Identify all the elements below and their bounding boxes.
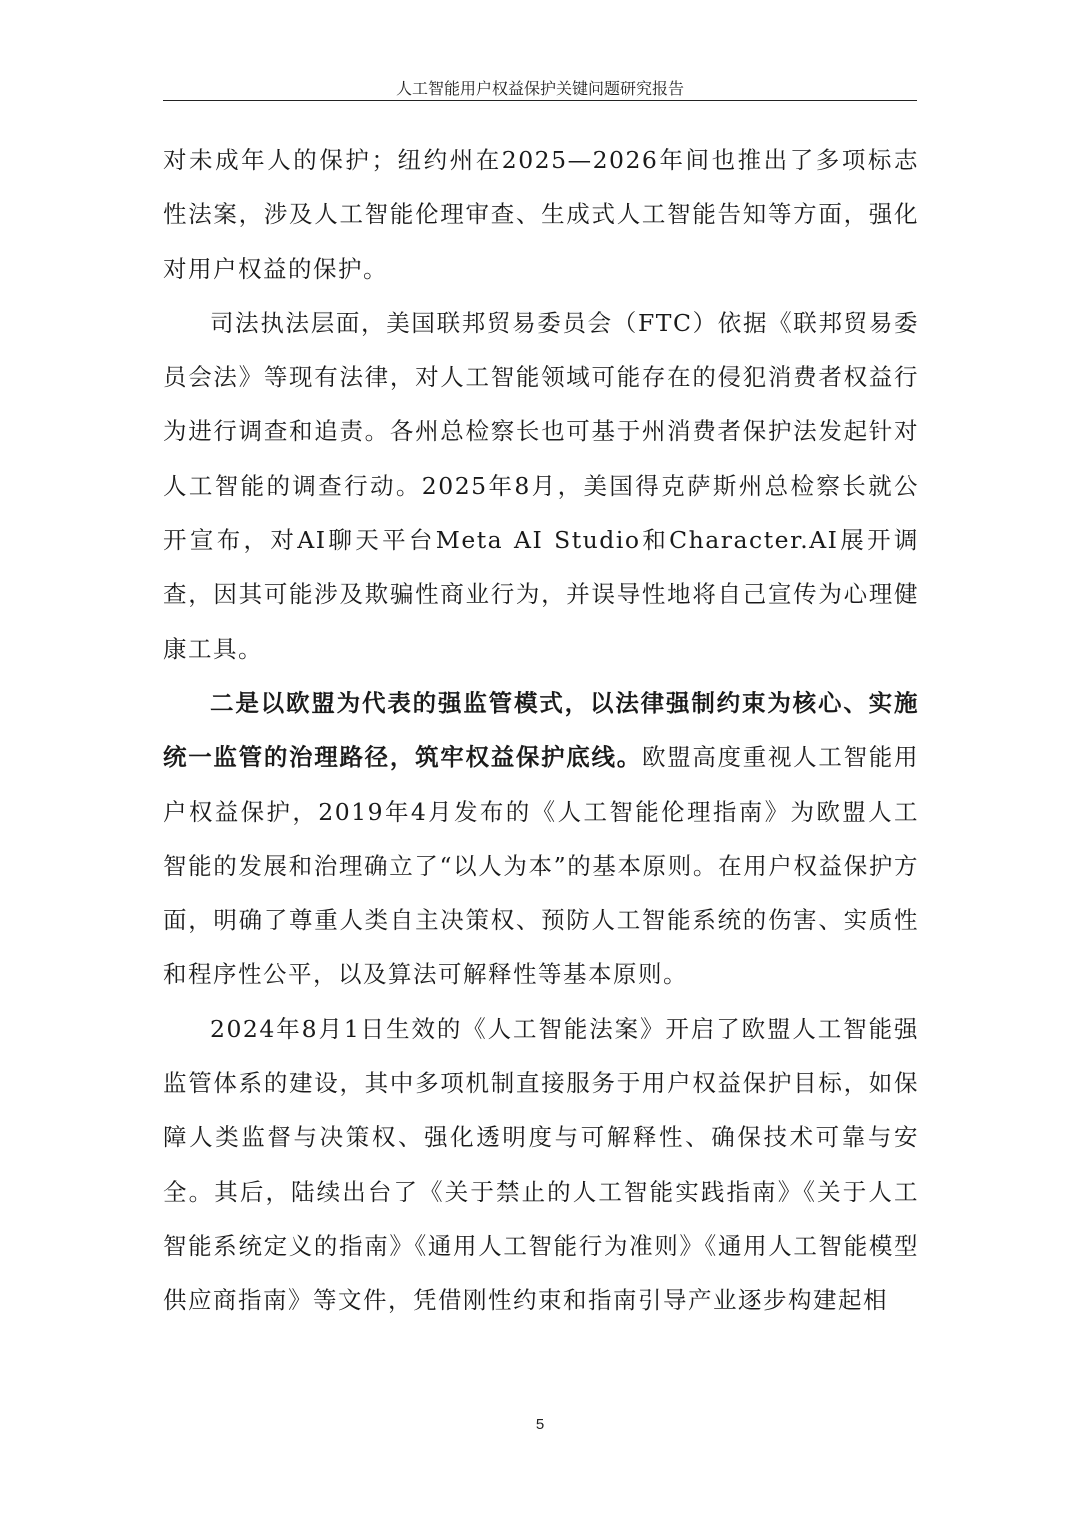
paragraph-3-bold-lead: 二是以欧盟为代表的强监管模式，以法律强制约束为核心、实施统一监管的治理路径，筑牢权益保护底线。 <box>163 688 919 772</box>
header-divider <box>163 100 917 101</box>
paragraph-1-text: 对未成年人的保护；纽约州在2025—2026年间也推出了多项标志性法案，涉及人工智能伦理审查、生成式人工智能告知等方面，强化对用户权益的保护。 <box>163 146 919 283</box>
paragraph-4 <box>163 1002 919 1328</box>
paragraph-4-text: 2024年8月1日生效的《人工智能法案》开启了欧盟人工智能强监管体系的建设，其中多项机制直接服务于用户权益保护目标，如保障人类监督与决策权、强化透明度与可解释性、确保技术可靠与安全。其后，陆续出台了《关于禁止的人工智能实践指南》《关于人工智能系统定义的指南》《通用人工智能行为准则》《通用人工智能模型供应商指南》等文件，凭借刚性约束和指南引导产业逐步构建起相 <box>163 1014 919 1315</box>
page-header-title: 人工智能用户权益保护关键问题研究报告 <box>395 79 684 98</box>
paragraph-3-text: 欧盟高度重视人工智能用户权益保护，2019年4月发布的《人工智能伦理指南》为欧盟人工智能的发展和治理确立了“以人为本”的基本原则。在用户权益保护方面，明确了尊重人类自主决策权、预防人工智能系统的伤害、实质性和程序性公平，以及算法可解释性等基本原则。 <box>163 743 920 989</box>
paragraph-2 <box>163 296 919 676</box>
paragraph-2-text: 司法执法层面，美国联邦贸易委员会（FTC）依据《联邦贸易委员会法》等现有法律，对人工智能领域可能存在的侵犯消费者权益行为进行调查和追责。各州总检察长也可基于州消费者保护法发起针对人工智能的调查行动。2025年8月，美国得克萨斯州总检察长就公开宣布，对AI聊天平台Meta AI Studio和Character.AI展开调查，因其可能涉及欺骗性商业行为，并误导性地将自己宣传为心理健康工具。 <box>163 308 919 663</box>
page-number: 5 <box>535 1416 545 1433</box>
report-body <box>163 133 919 1328</box>
paragraph-3 <box>163 676 919 1002</box>
paragraph-1 <box>163 133 919 296</box>
